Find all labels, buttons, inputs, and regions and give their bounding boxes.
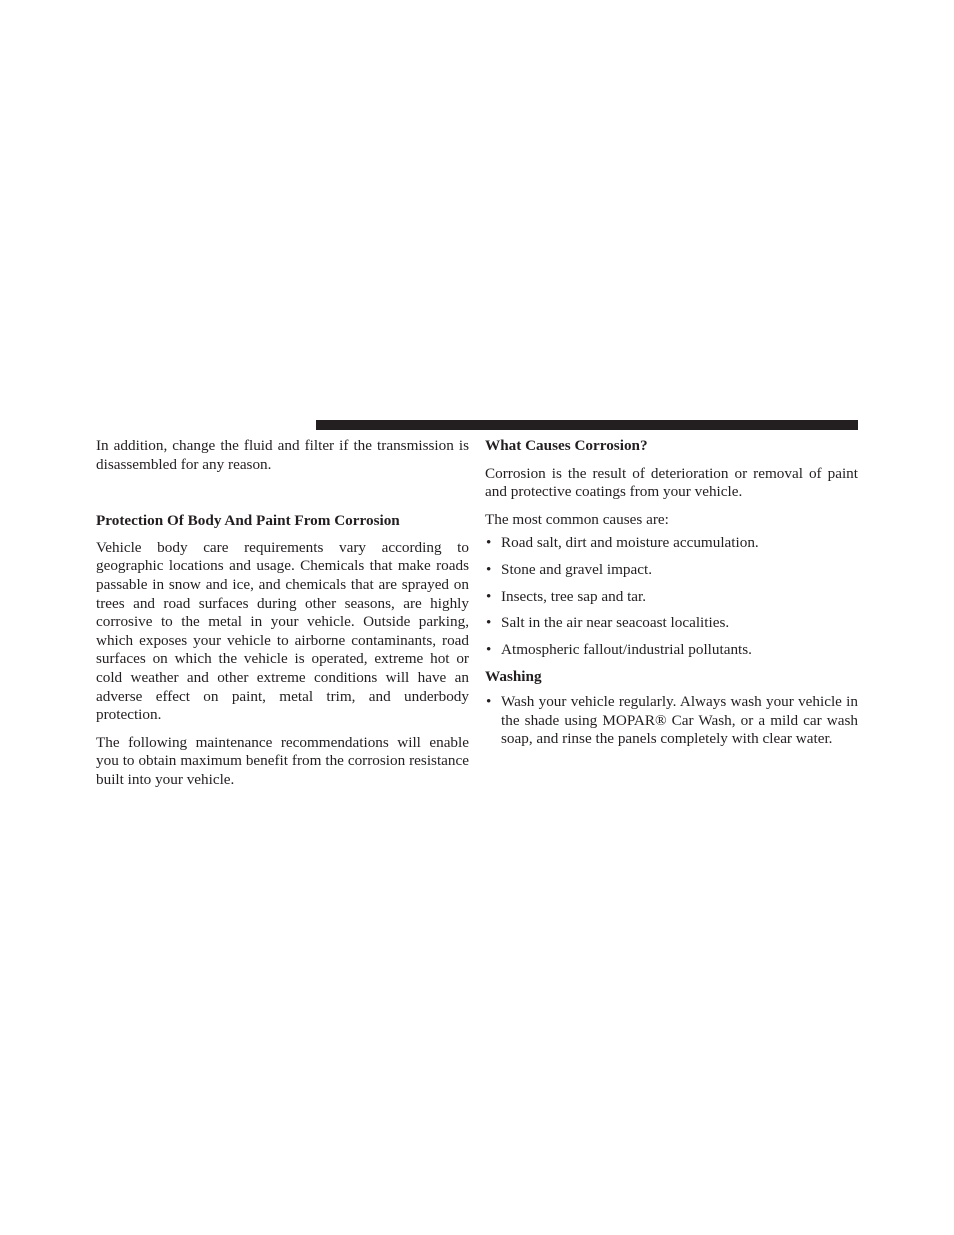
bullet-icon: • <box>486 587 492 605</box>
list-item-text: Salt in the air near seacoast localities. <box>501 614 730 632</box>
washing-heading: Washing <box>485 668 542 686</box>
causes-intro: The most common causes are: <box>485 510 669 528</box>
section-heading: Protection Of Body And Paint From Corrosion <box>96 512 400 530</box>
bullet-icon: • <box>486 560 492 578</box>
list-item-text: Insects, tree sap and tar. <box>501 587 647 605</box>
section-header-bar <box>316 420 858 430</box>
list-item-text: Road salt, dirt and moisture accumulation. <box>501 534 759 552</box>
list-item <box>485 534 858 553</box>
bullet-icon: • <box>486 534 492 552</box>
list-item-text: Stone and gravel impact. <box>501 560 652 578</box>
intro-paragraph: In addition, change the fluid and filter if the transmission is disassembled for any reason. <box>96 437 469 473</box>
list-item <box>485 641 858 660</box>
bullet-icon: • <box>486 640 492 658</box>
list-item <box>485 561 858 580</box>
list-item <box>485 588 858 607</box>
body-paragraph-2: The following maintenance recommendations will enable you to obtain maximum benefit from the corrosion resistance built into your vehicle. <box>96 733 469 788</box>
washing-list <box>485 693 858 749</box>
right-column <box>485 437 858 749</box>
list-item-text: Atmospheric fallout/industrial pollutants. <box>501 640 752 658</box>
bullet-icon: • <box>486 614 492 632</box>
left-column <box>96 437 469 790</box>
causes-heading: What Causes Corrosion? <box>485 437 648 454</box>
causes-list <box>485 534 858 659</box>
causes-paragraph: Corrosion is the result of deterioration or removal of paint and protective coatings from your vehicle. <box>485 464 858 501</box>
body-paragraph-1: Vehicle body care requirements vary according to geographic locations and usage. Chemicals that make roads passable in snow and ice, and chemicals that are sprayed on trees and road surfaces during other seasons, are highly corrosive to the metal in your vehicle. Outside parking, which exposes your vehicle to airborne contaminants, road surfaces on which the vehicle is operated, extreme hot or cold weather and other extreme conditions will have an adverse effect on paint, metal trim, and underbody protection. <box>96 538 469 724</box>
list-item <box>485 614 858 633</box>
list-item <box>485 693 858 749</box>
bullet-icon: • <box>486 692 492 710</box>
list-item-text: Wash your vehicle regularly. Always wash your vehicle in the shade using MOPAR® Car Wash, or a mild car wash soap, and rinse the panels completely with clear water. <box>501 692 858 748</box>
